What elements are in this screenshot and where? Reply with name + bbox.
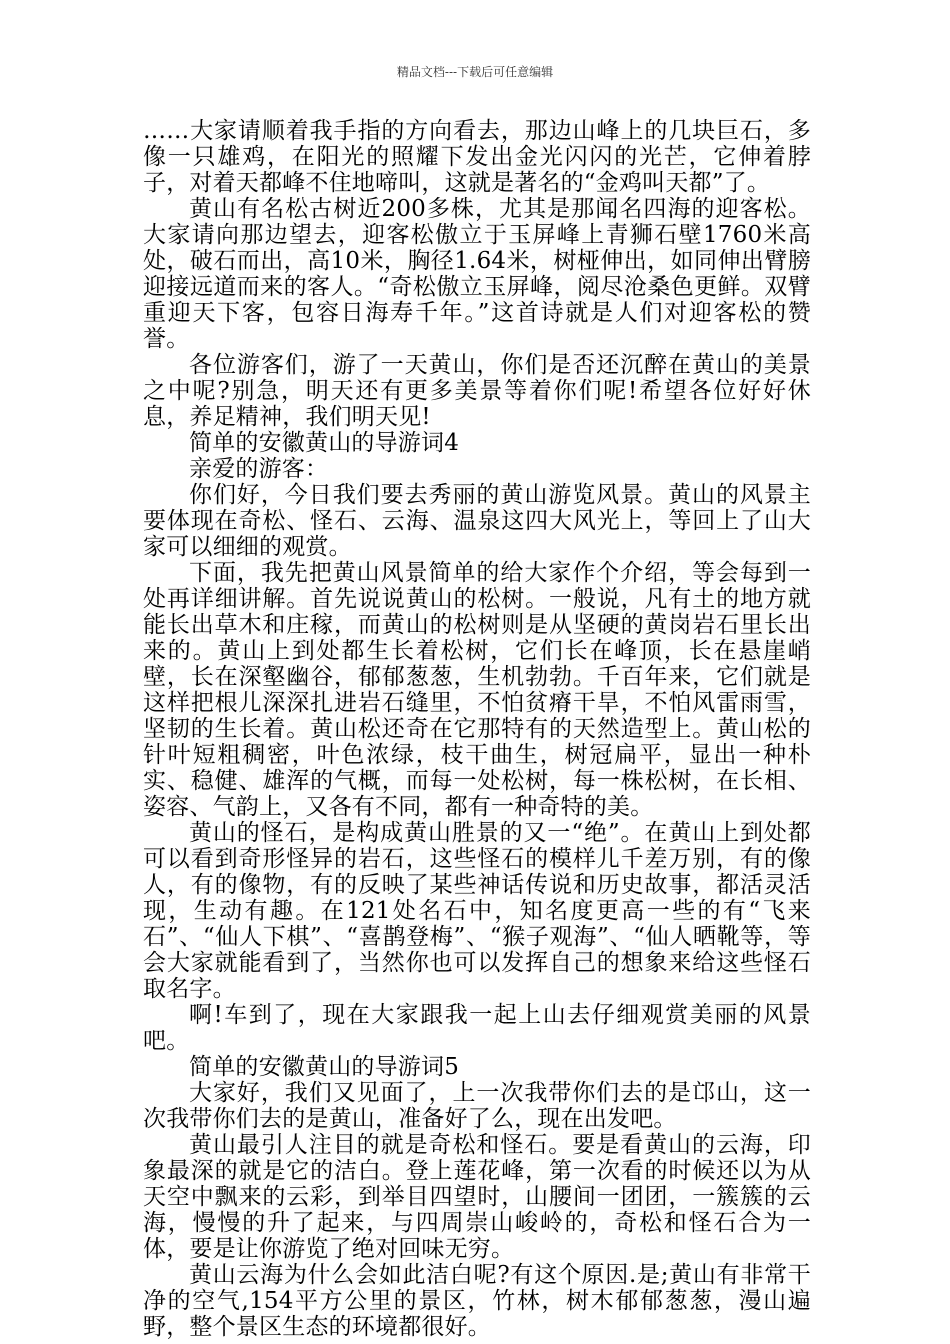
paragraph-8: 黄山的怪石，是构成黄山胜景的又一“绝”。在黄山上到处都可以看到奇形怪异的岩石，这些怪石的模样儿千差万别，有的像人，有的像物，有的反映了某些神话传说和历史故事，都活灵活现，生动有趣。在121处名石中，知名度更高一些的有“飞来石”、“仙人下棋”、“喜鹊登梅”、“猴子观海”、“仙人晒靴等，等会大家就能看到了，当然你也可以发挥自己的想象来给这些怪石取名字。 xyxy=(143,820,811,1002)
paragraph-7: 下面，我先把黄山风景简单的给大家作个介绍，等会每到一处再详细讲解。首先说说黄山的松树。一般说，凡有土的地方就能长出草木和庄稼，而黄山的松树则是从坚硬的黄岗岩石里长出来的。黄山上到处都生长着松树，它们长在峰顶，长在悬崖峭壁，长在深壑幽谷，郁郁葱葱，生机勃勃。千百年来，它们就是这样把根儿深深扎进岩石缝里，不怕贫瘠干旱，不怕风雷雨雪，坚韧的生长着。黄山松还奇在它那特有的天然造型上。黄山松的针叶短粗稠密，叶色浓绿，枝干曲生，树冠扁平，显出一种朴实、稳健、雄浑的气概，而每一处松树，每一株松树，在长相、姿容、气韵上，又各有不同，都有一种奇特的美。 xyxy=(143,560,811,820)
paragraph-9: 啊!车到了，现在大家跟我一起上山去仔细观赏美丽的风景吧。 xyxy=(143,1002,811,1054)
greeting: 亲爱的游客： xyxy=(189,456,329,482)
section-heading-4: 简单的安徽黄山的导游词4 xyxy=(189,430,460,456)
section-heading-5: 简单的安徽黄山的导游词5 xyxy=(189,1054,460,1080)
paragraph-2: 黄山有名松古树近200多株，尤其是那闻名四海的迎客松。大家请向那边望去，迎客松傲立于玉屏峰上青狮石壁1760米高处，破石而出，高10米，胸径1.64米，树桠伸出，如同伸出臂膀迎接远道而来的客人。“奇松傲立玉屏峰，阅尽沧桑色更鲜。双臂重迎天下客，包容日海寿千年。”这首诗就是人们对迎客松的赞誉。 xyxy=(143,196,811,352)
page-header: 精品文档---下载后可任意编辑 xyxy=(396,65,554,79)
paragraph-6: 你们好，今日我们要去秀丽的黄山游览风景。黄山的风景主要体现在奇松、怪石、云海、温泉这四大风光上，等回上了山大家可以细细的观赏。 xyxy=(143,482,811,560)
paragraph-12: 黄山最引人注目的就是奇松和怪石。要是看黄山的云海，印象最深的就是它的洁白。登上莲花峰，第一次看的时候还以为从天空中飘来的云彩，到举目四望时，山腰间一团团，一簇簇的云海，慢慢的升了起来，与四周崇山峻岭的，奇松和怪石合为一体，要是让你游览了绝对回味无穷。 xyxy=(143,1132,811,1262)
paragraph-1: ……大家请顺着我手指的方向看去，那边山峰上的几块巨石，多像一只雄鸡，在阳光的照耀下发出金光闪闪的光芒，它伸着脖子，对着天都峰不住地啼叫，这就是著名的“金鸡叫天都”了。 xyxy=(143,118,811,196)
paragraph-11: 大家好，我们又见面了，上一次我带你们去的是邙山，这一次我带你们去的是黄山，准备好了么，现在出发吧。 xyxy=(143,1080,811,1132)
paragraph-13: 黄山云海为什么会如此洁白呢?有这个原因.是;黄山有非常干净的空气,154平方公里的景区，竹林，树木郁郁葱葱，漫山遍野，整个景区生态的环境都很好。 xyxy=(143,1262,811,1340)
paragraph-3: 各位游客们，游了一天黄山，你们是否还沉醉在黄山的美景之中呢?别急，明天还有更多美景等着你们呢!希望各位好好休息，养足精神，我们明天见! xyxy=(143,352,811,430)
document-body xyxy=(143,118,811,1340)
